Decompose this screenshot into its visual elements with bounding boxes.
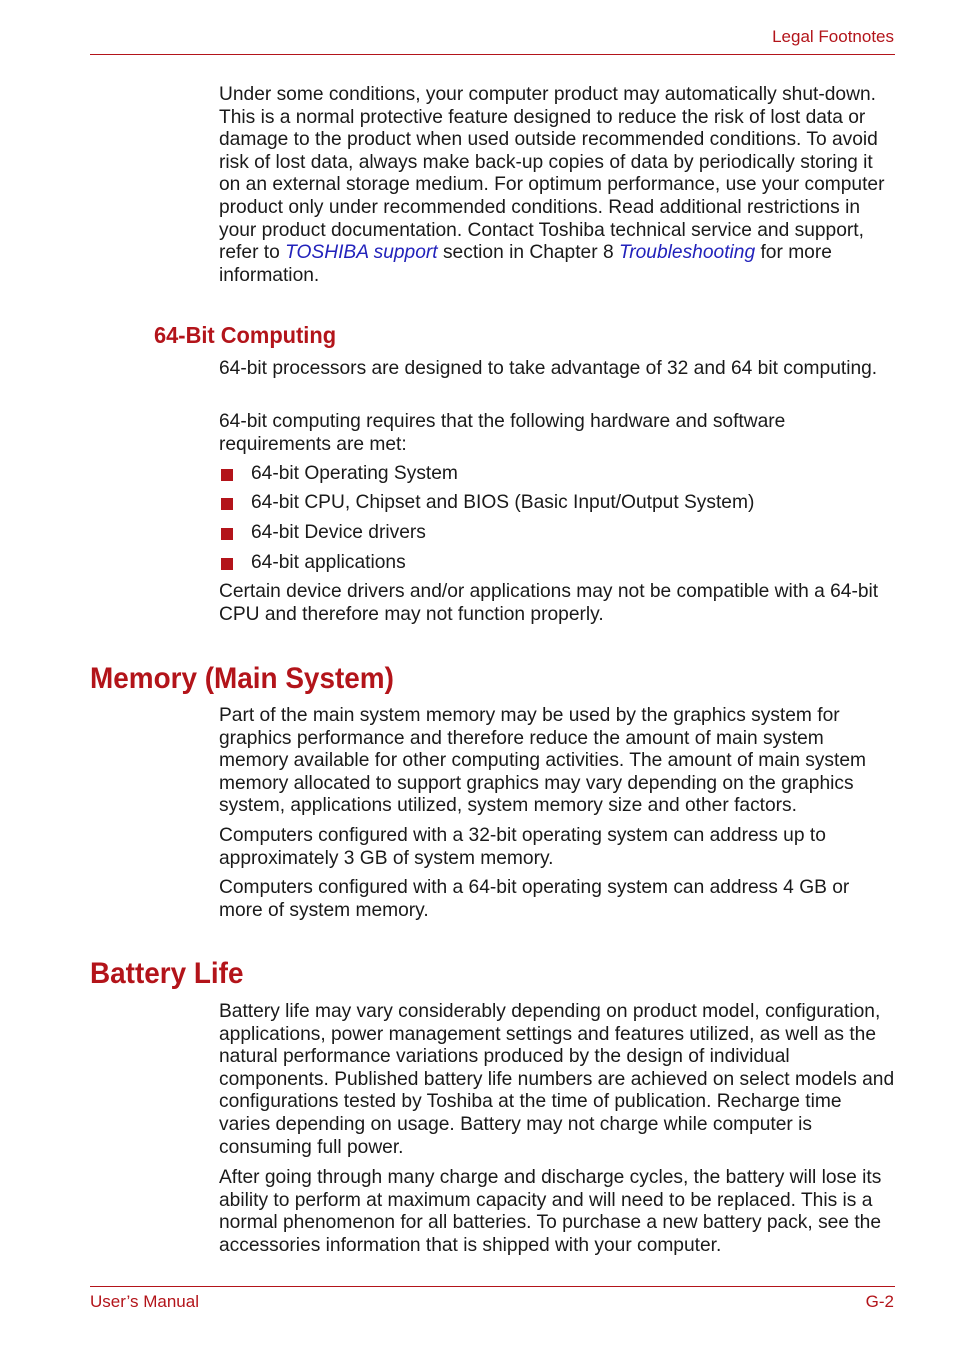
- intro-text-middle: section in Chapter 8: [437, 242, 619, 264]
- battery-paragraph-1: Battery life may vary considerably depending on product model, configuration, applications, power management settings and features utilized, as well as the natural performance variations produced by the design of individual components. Published battery life numbers are achieved on select models and configurations tested by Toshiba at the time of publication. Recharge time varies depending on usage. Battery may not charge while computer is consuming full power.: [219, 1001, 895, 1158]
- list-item: [219, 492, 895, 516]
- page-number: G-2: [865, 1292, 894, 1311]
- battery-paragraph-2: After going through many charge and discharge cycles, the battery will lose its ability to perform at maximum capacity and will need to be replaced. This is a normal phenomenon for all batteries. To purchase a new battery pack, see the accessories information that is shipped with your computer.: [219, 1167, 882, 1256]
- memory-paragraph-3: Computers configured with a 64-bit operating system can address 4 GB or more of system memory.: [219, 877, 850, 921]
- square-bullet-icon: [221, 528, 233, 540]
- toshiba-support-link[interactable]: TOSHIBA support: [285, 242, 438, 264]
- footer-manual-title: User’s Manual: [90, 1292, 199, 1311]
- heading-memory-main-system: Memory (Main System): [90, 662, 394, 695]
- list-item: [219, 552, 895, 576]
- list-item-text: 64-bit applications: [251, 552, 406, 573]
- square-bullet-icon: [221, 498, 233, 510]
- list-item-text: 64-bit CPU, Chipset and BIOS (Basic Input/Output System): [251, 492, 755, 513]
- memory-paragraph-2: Computers configured with a 32-bit operating system can address up to approximately 3 GB of system memory.: [219, 825, 826, 869]
- header-rule: [90, 54, 895, 55]
- intro-text-after: for more information.: [219, 242, 832, 286]
- heading-64bit-computing: 64-Bit Computing: [154, 322, 337, 348]
- memory-paragraph-1: Part of the main system memory may be used by the graphics system for graphics performance and therefore reduce the amount of main system memory available for other computing activities. The amount of main system memory allocated to support graphics may vary depending on the graphics system, applications utilized, system memory size and other factors.: [219, 705, 866, 817]
- square-bullet-icon: [221, 558, 233, 570]
- 64bit-paragraph-2: 64-bit computing requires that the following hardware and software requirements are met:: [219, 411, 786, 455]
- footer-rule: [90, 1286, 895, 1287]
- 64bit-paragraph-1: 64-bit processors are designed to take advantage of 32 and 64 bit computing.: [219, 358, 878, 379]
- header-title: Legal Footnotes: [772, 27, 894, 46]
- heading-battery-life: Battery Life: [90, 957, 244, 990]
- troubleshooting-link[interactable]: Troubleshooting: [618, 242, 756, 264]
- 64bit-paragraph-3: Certain device drivers and/or applications may not be compatible with a 64-bit CPU and therefore may not function properly.: [219, 581, 879, 625]
- list-item-text: 64-bit Operating System: [251, 463, 458, 484]
- list-item: [219, 463, 895, 487]
- list-item: [219, 522, 895, 546]
- square-bullet-icon: [221, 469, 233, 481]
- intro-text-before: Under some conditions, your computer product may automatically shut-down. This is a normal protective feature designed to reduce the risk of lost data or damage to the product when used outside recommended conditions. To avoid risk of lost data, always make back-up copies of data by periodically storing it on an external storage medium. For optimum performance, use your computer product only under recommended conditions. Read additional restrictions in your product documentation. Contact Toshiba technical service and support, refer to: [219, 84, 885, 264]
- list-item-text: 64-bit Device drivers: [251, 522, 426, 543]
- intro-paragraph: [219, 84, 895, 287]
